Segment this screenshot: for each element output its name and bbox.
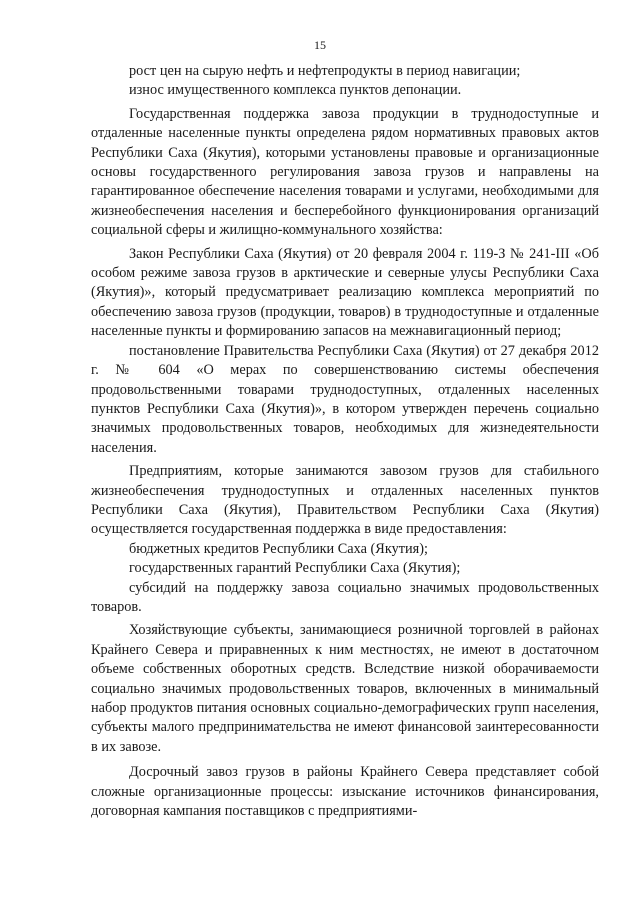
paragraph-enterprise-support: Предприятиям, которые занимаются завозом грузов для стабильного жизнеобеспечения труднодоступных и отдаленных населенных пунктов Республики Саха (Якутия), Правительством Республики Саха (Якутия) осуществляется государственная поддержка в виде предоставления: [91,463,599,538]
paragraph-government-decree: постановление Правительства Республики Саха (Якутия) от 27 декабря 2012 г. № 604 «О мерах по совершенствованию системы обеспечения продовольственными товарами труднодоступных, отдаленных населенных пунктов Республики Саха (Якутия)», в котором утвержден перечень социально значимых продовольственных товаров, необходимых для жизнедеятельности населения. [91,342,599,456]
paragraph-state-support: Государственная поддержка завоза продукции в труднодоступные и отдаленные населенные пункты определена рядом нормативных правовых актов Республики Саха (Якутия), которыми установлены правовые и организационные основы государственного регулирования завоза грузов и направлены на гарантированное обеспечение населения товарами и услугами, необходимыми для жизнеобеспечения населения и бесперебойного функционирования организаций социальной сферы и жилищно-коммунального хозяйства: [91,105,599,239]
list-item-state-guarantees: государственных гарантий Республики Саха (Якутия); [129,560,461,577]
list-item-budget-credits: бюджетных кредитов Республики Саха (Якутия); [129,540,428,557]
paragraph-early-delivery: Досрочный завоз грузов в районы Крайнего Севера представляет собой сложные организационные процессы: изыскание источников финансирования, договорная кампания поставщиков с предприятиями- [91,764,599,820]
paragraph-retail-entities: Хозяйствующие субъекты, занимающиеся розничной торговлей в районах Крайнего Севера и приравненных к ним местностях, не имеют в достаточном объеме собственных оборотных средств. Вследствие низкой оборачиваемости социально значимых продовольственных товаров, включенных в минимальный набор продуктов питания основных социально-демографических групп населения, субъекты малого предпринимательства не имеют финансовой заинтересованности в их завозе. [91,622,599,755]
paragraph-law-reference: Закон Республики Саха (Якутия) от 20 февраля 2004 г. 119-З № 241-III «Об особом режиме завоза грузов в арктические и северные улусы Республики Саха (Якутия)», который предусматривает реализацию комплекса мероприятий по обеспечению завоза грузов (продукции, товаров) в труднодоступные и отдаленные населенные пункты и формированию запасов на межнавигационный период; [91,245,599,340]
list-item-subsidies: субсидий на поддержку завоза социально значимых продовольственных товаров. [91,579,599,615]
paragraph-depot-wear: износ имущественного комплекса пунктов депонации. [129,82,462,99]
document-body [91,62,599,821]
page-number: 15 [314,38,326,52]
paragraph-price-growth: рост цен на сырую нефть и нефтепродукты в период навигации; [129,63,521,79]
